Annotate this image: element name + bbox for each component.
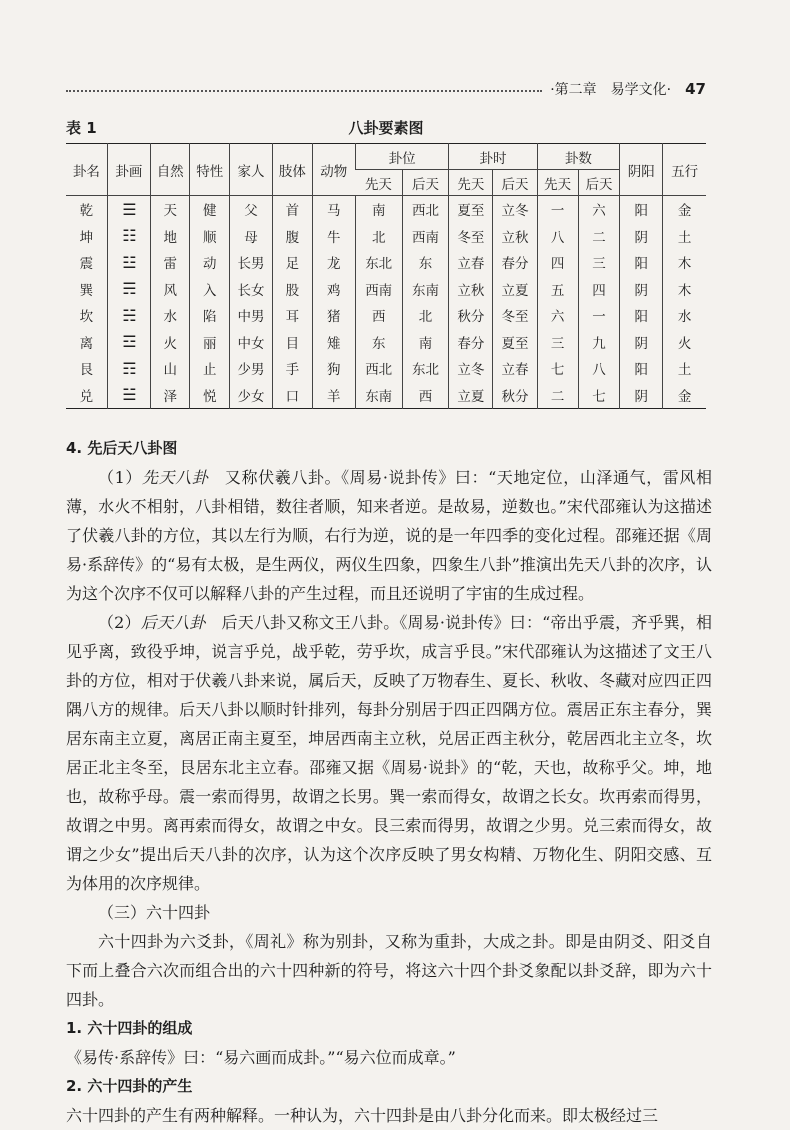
cell-trait: 陷	[190, 302, 230, 329]
subheader-pre: 先天	[537, 170, 578, 196]
cell-pos-pre: 西	[355, 302, 402, 329]
cell-yinyang: 阴	[620, 223, 663, 250]
header-name: 卦名	[66, 144, 107, 196]
cell-element: 金	[663, 196, 706, 223]
cell-name: 离	[79, 335, 94, 352]
cell-animal: 狗	[312, 355, 355, 382]
cell-trait: 动	[190, 249, 230, 276]
term-houtian: 后天八卦	[140, 613, 206, 632]
cell-family: 父	[229, 196, 272, 223]
cell-pos-pre: 东北	[355, 249, 402, 276]
cell-element: 木	[663, 276, 706, 303]
cell-pos-pre: 南	[355, 196, 402, 223]
cell-name: 坎	[79, 309, 94, 326]
subsection-heading: （三）六十四卦	[98, 903, 211, 922]
cell-num-pre: 五	[537, 276, 578, 303]
cell-num-pre: 二	[537, 382, 578, 409]
table-header-row	[66, 144, 706, 170]
paragraph-xiantian	[66, 463, 712, 608]
cell-time-post: 立秋	[493, 223, 537, 250]
cell-body: 首	[273, 196, 313, 223]
cell-trait: 顺	[190, 223, 230, 250]
cell-pos-post: 南	[402, 329, 449, 356]
cell-yinyang: 阴	[620, 382, 663, 409]
cell-family: 少女	[229, 382, 272, 409]
cell-num-post: 三	[578, 249, 619, 276]
bagua-elements-table	[66, 143, 706, 409]
cell-element: 木	[663, 249, 706, 276]
header-season: 卦时	[449, 144, 537, 170]
cell-image: ☷	[107, 223, 150, 250]
header-number: 卦数	[537, 144, 620, 170]
cell-element: 土	[663, 223, 706, 250]
cell-pos-post: 西	[402, 382, 449, 409]
cell-time-post: 立夏	[493, 276, 537, 303]
subheader-pre: 先天	[355, 170, 402, 196]
cell-pos-post: 东南	[402, 276, 449, 303]
cell-num-post: 二	[578, 223, 619, 250]
paragraph-64gua: 六十四卦为六爻卦，《周礼》称为别卦，又称为重卦，大成之卦。即是由阴爻、阳爻自下而上叠合六次而组合出的六十四种新的符号，将这六十四个卦爻象配以卦爻辞，即为六十四卦。	[66, 932, 712, 1009]
cell-time-pre: 立秋	[449, 276, 493, 303]
cell-pos-post: 东北	[402, 355, 449, 382]
table-row	[66, 276, 706, 303]
cell-time-post: 立冬	[493, 196, 537, 223]
cell-num-post: 一	[578, 302, 619, 329]
cell-yinyang: 阳	[620, 355, 663, 382]
cell-body: 腹	[273, 223, 313, 250]
cell-num-pre: 七	[537, 355, 578, 382]
table-row	[66, 355, 706, 382]
cell-family: 中男	[229, 302, 272, 329]
cell-time-post: 夏至	[493, 329, 537, 356]
cell-image: ☴	[107, 276, 150, 303]
cell-num-post: 八	[578, 355, 619, 382]
header-position: 卦位	[355, 144, 449, 170]
cell-family: 长男	[229, 249, 272, 276]
header-family: 家人	[229, 144, 272, 196]
cell-name: 艮	[79, 362, 94, 379]
cell-num-post: 七	[578, 382, 619, 409]
cell-pos-pre: 西南	[355, 276, 402, 303]
paragraph-text: 后天八卦又称文王八卦。《周易·说卦传》曰：“帝出乎震，齐乎巽，相见乎离，致役乎坤，说言乎兑，战乎乾，劳乎坎，成言乎艮。”宋代邵雍认为这描述了文王八卦的方位，相对于伏羲八卦来说，属后天，反映了万物春生、夏长、秋收、冬藏对应四正四隅八方的规律。后天八卦以顺时针排列，每卦分别居于四正四隅方位。震居正东主春分，巽居东南主立夏，离居正南主夏至，坤居西南主立秋，兑居正西主秋分，乾居西北主立冬，坎居正北主冬至，艮居东北主立春。邵雍又据《周易·说卦》的“乾，天也，故称乎父。坤，地也，故称乎母。震一索而得男，故谓之长男。巽一索而得女，故谓之长女。坎再索而得男，故谓之中男。离再索而得女，故谓之中女。艮三索而得男，故谓之少男。兑三索而得女，故谓之少女”提出后天八卦的次序，认为这个次序反映了男女构精、万物化生、阴阳交感、互为体用的次序规律。	[66, 613, 712, 893]
header-element: 五行	[663, 144, 706, 196]
cell-trait: 入	[190, 276, 230, 303]
table-row	[66, 329, 706, 356]
cell-time-pre: 立夏	[449, 382, 493, 409]
table-caption	[66, 117, 706, 139]
cell-time-post: 秋分	[493, 382, 537, 409]
paragraph-houtian	[66, 608, 712, 898]
cell-pos-post: 西北	[402, 196, 449, 223]
table-row	[66, 223, 706, 250]
section-heading: 4. 先后天八卦图	[66, 439, 178, 457]
cell-animal: 雉	[312, 329, 355, 356]
cell-family: 母	[229, 223, 272, 250]
cell-nature: 泽	[150, 382, 190, 409]
cell-name: 坤	[79, 229, 94, 246]
cell-nature: 水	[150, 302, 190, 329]
cell-animal: 鸡	[312, 276, 355, 303]
cell-image: ☲	[107, 329, 150, 356]
cell-name: 震	[79, 256, 94, 273]
cell-num-pre: 一	[537, 196, 578, 223]
header-nature: 自然	[150, 144, 190, 196]
header-yinyang: 阴阳	[620, 144, 663, 196]
cell-trait: 悦	[190, 382, 230, 409]
cell-element: 火	[663, 329, 706, 356]
cell-body: 口	[273, 382, 313, 409]
cell-num-pre: 三	[537, 329, 578, 356]
cell-time-pre: 立冬	[449, 355, 493, 382]
item-number: （1）	[98, 468, 142, 487]
subheader-pre: 先天	[449, 170, 493, 196]
cell-element: 土	[663, 355, 706, 382]
table-row	[66, 249, 706, 276]
cell-time-pre: 冬至	[449, 223, 493, 250]
cell-nature: 雷	[150, 249, 190, 276]
cell-yinyang: 阴	[620, 276, 663, 303]
paragraph-text: 又称伏羲八卦。《周易·说卦传》曰：“天地定位，山泽通气，雷风相薄，水火不相射，八卦相错，数往者顺，知来者逆。是故易，逆数也。”宋代邵雍认为这描述了伏羲八卦的方位，其以左行为顺，右行为逆，说的是一年四季的变化过程。邵雍还据《周易·系辞传》的“易有太极，是生两仪，两仪生四象，四象生八卦”推演出先天八卦的次序，认为这个次序不仅可以解释八卦的产生过程，而且还说明了宇宙的生成过程。	[66, 468, 712, 603]
cell-body: 手	[273, 355, 313, 382]
subheader-post: 后天	[402, 170, 449, 196]
cell-body: 足	[273, 249, 313, 276]
cell-time-pre: 立春	[449, 249, 493, 276]
cell-animal: 龙	[312, 249, 355, 276]
cell-pos-post: 东	[402, 249, 449, 276]
cell-animal: 马	[312, 196, 355, 223]
cell-time-post: 春分	[493, 249, 537, 276]
cell-num-post: 九	[578, 329, 619, 356]
cell-trait: 丽	[190, 329, 230, 356]
cell-body: 目	[273, 329, 313, 356]
table-title: 八卦要素图	[348, 119, 424, 137]
cell-time-post: 冬至	[493, 302, 537, 329]
cell-trait: 健	[190, 196, 230, 223]
cell-animal: 猪	[312, 302, 355, 329]
cell-body: 耳	[273, 302, 313, 329]
cell-family: 中女	[229, 329, 272, 356]
chapter-title: ·第二章 易学文化·	[550, 82, 672, 98]
cell-pos-pre: 北	[355, 223, 402, 250]
cell-pos-post: 西南	[402, 223, 449, 250]
cell-yinyang: 阴	[620, 329, 663, 356]
subheading-composition: 1. 六十四卦的组成	[66, 1019, 193, 1037]
cell-pos-pre: 东南	[355, 382, 402, 409]
paragraph-origin: 六十四卦的产生有两种解释。一种认为，六十四卦是由八卦分化而来。即太极经过三	[66, 1106, 659, 1125]
cell-time-pre: 夏至	[449, 196, 493, 223]
cell-time-pre: 春分	[449, 329, 493, 356]
cell-animal: 牛	[312, 223, 355, 250]
cell-name: 兑	[79, 388, 94, 405]
header-trait: 特性	[190, 144, 230, 196]
cell-num-pre: 六	[537, 302, 578, 329]
cell-name: 乾	[79, 203, 94, 220]
table-row	[66, 302, 706, 329]
cell-nature: 山	[150, 355, 190, 382]
table-label: 表 1	[66, 119, 97, 137]
cell-pos-pre: 东	[355, 329, 402, 356]
cell-num-post: 四	[578, 276, 619, 303]
cell-yinyang: 阳	[620, 249, 663, 276]
header-image: 卦画	[107, 144, 150, 196]
cell-nature: 天	[150, 196, 190, 223]
subheader-post: 后天	[493, 170, 537, 196]
cell-time-pre: 秋分	[449, 302, 493, 329]
cell-image: ☰	[107, 196, 150, 223]
cell-num-pre: 八	[537, 223, 578, 250]
cell-image: ☶	[107, 355, 150, 382]
cell-yinyang: 阳	[620, 196, 663, 223]
cell-yinyang: 阳	[620, 302, 663, 329]
cell-num-post: 六	[578, 196, 619, 223]
cell-nature: 风	[150, 276, 190, 303]
body-text	[66, 434, 712, 1130]
cell-element: 金	[663, 382, 706, 409]
cell-trait: 止	[190, 355, 230, 382]
table-row	[66, 382, 706, 409]
header-animal: 动物	[312, 144, 355, 196]
item-number: （2）	[98, 613, 141, 632]
page-number: 47	[685, 80, 706, 98]
cell-element: 水	[663, 302, 706, 329]
cell-family: 少男	[229, 355, 272, 382]
cell-name: 巽	[79, 282, 94, 299]
cell-image: ☵	[107, 302, 150, 329]
paragraph-composition: 《易传·系辞传》曰：“易六画而成卦。”“易六位而成章。”	[66, 1048, 456, 1067]
cell-family: 长女	[229, 276, 272, 303]
cell-animal: 羊	[312, 382, 355, 409]
cell-body: 股	[273, 276, 313, 303]
cell-time-post: 立春	[493, 355, 537, 382]
subheading-origin: 2. 六十四卦的产生	[66, 1077, 193, 1095]
header-dotted-rule	[66, 90, 542, 92]
cell-nature: 地	[150, 223, 190, 250]
cell-image: ☱	[107, 382, 150, 409]
cell-pos-post: 北	[402, 302, 449, 329]
cell-num-pre: 四	[537, 249, 578, 276]
running-header	[66, 78, 706, 100]
term-xiantian: 先天八卦	[141, 468, 209, 487]
cell-image: ☳	[107, 249, 150, 276]
cell-nature: 火	[150, 329, 190, 356]
subheader-post: 后天	[578, 170, 619, 196]
header-body: 肢体	[273, 144, 313, 196]
table-row	[66, 196, 706, 223]
cell-pos-pre: 西北	[355, 355, 402, 382]
